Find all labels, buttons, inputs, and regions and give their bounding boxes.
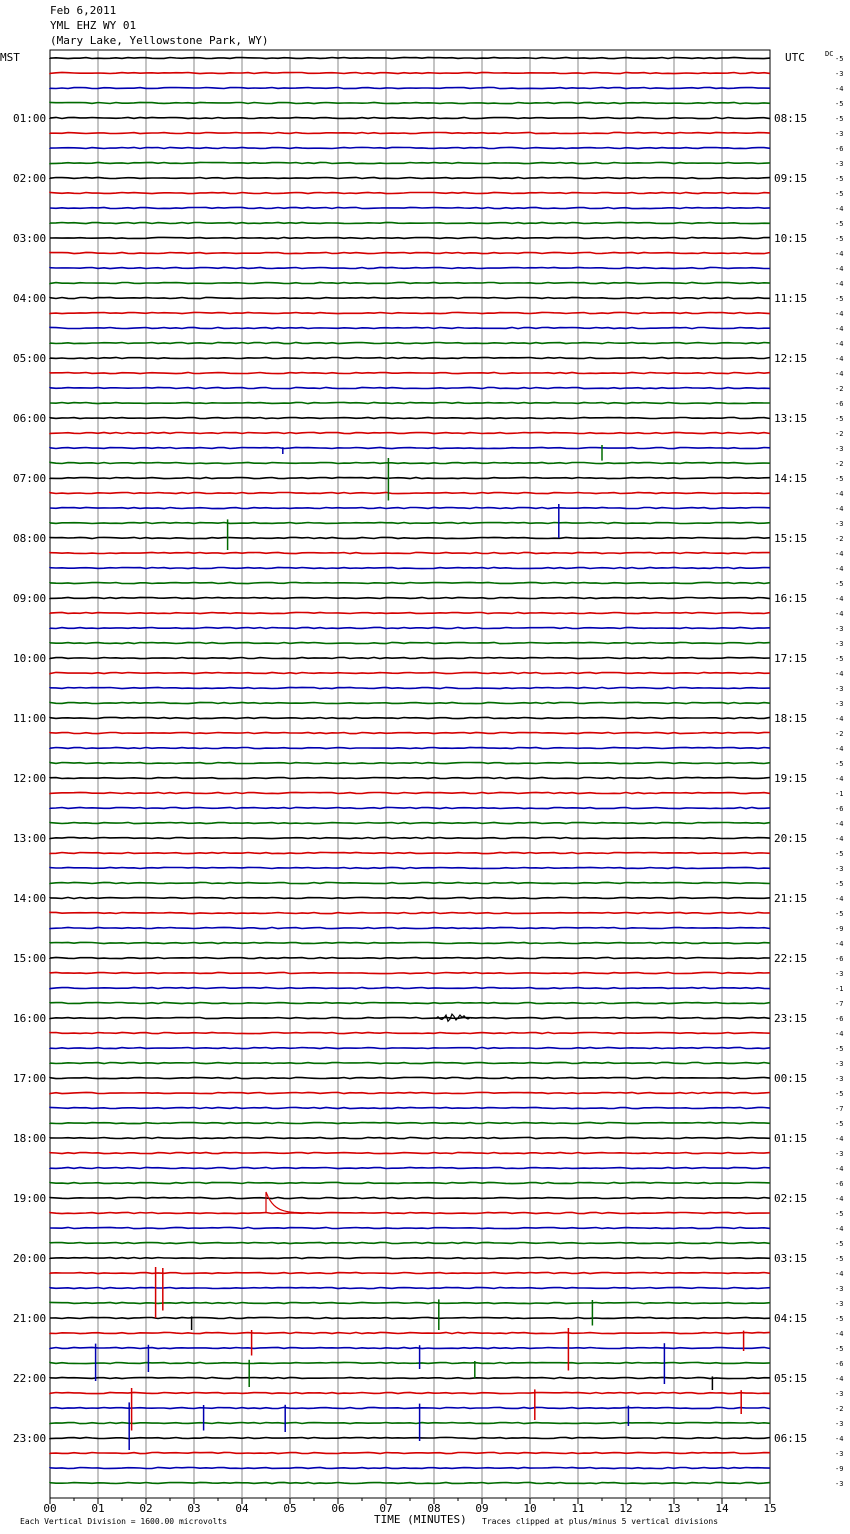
trace-row-67 <box>50 1062 770 1063</box>
trace-row-24 <box>50 417 770 418</box>
trace-row-28 <box>50 477 770 478</box>
dc-offset-value: -6 <box>835 400 844 408</box>
dc-offset-value: -4 <box>835 265 844 273</box>
x-tick-label: 01 <box>91 1502 105 1515</box>
dc-offset-value: -9 <box>835 1465 844 1473</box>
trace-row-65 <box>50 1032 770 1033</box>
trace-row-69 <box>50 1092 770 1093</box>
dc-offset-value: -4 <box>835 610 844 618</box>
utc-hour-label: 09:15 <box>774 172 808 185</box>
trace-row-18 <box>50 327 770 328</box>
trace-row-37 <box>50 612 770 613</box>
x-tick-label: 12 <box>619 1502 633 1515</box>
trace-row-55 <box>50 882 770 883</box>
dc-offset-value: -4 <box>835 565 844 573</box>
mst-hour-label: 16:00 <box>13 1012 47 1025</box>
dc-offset-value: -4 <box>835 715 844 723</box>
dc-offset-value: -3 <box>835 865 844 873</box>
dc-offset-value: -3 <box>835 1285 844 1293</box>
trace-row-75 <box>50 1182 770 1183</box>
dc-offset-value: -5 <box>835 760 844 768</box>
dc-offset-value: -5 <box>835 1120 844 1128</box>
mst-hour-label: 22:00 <box>13 1372 47 1385</box>
dc-offset-value: -4 <box>835 370 844 378</box>
utc-hour-label: 04:15 <box>774 1312 808 1325</box>
event-decay <box>266 1192 306 1213</box>
dc-offset-value: -3 <box>835 1450 844 1458</box>
trace-row-87 <box>50 1362 770 1363</box>
mst-hour-label: 06:00 <box>13 412 47 425</box>
dc-offset-value: -1 <box>835 985 844 993</box>
dc-offset-value: -2 <box>835 1405 844 1413</box>
mst-hour-label: 08:00 <box>13 532 47 545</box>
utc-hour-label: 18:15 <box>774 712 808 725</box>
trace-row-5 <box>50 132 770 133</box>
trace-row-50 <box>50 807 770 808</box>
mst-hour-label: 13:00 <box>13 832 47 845</box>
utc-hour-label: 21:15 <box>774 892 808 905</box>
trace-row-52 <box>50 837 770 838</box>
trace-row-14 <box>50 267 770 268</box>
dc-offset-value: -4 <box>835 340 844 348</box>
trace-row-26 <box>50 447 770 448</box>
dc-offset-value: -5 <box>835 1315 844 1323</box>
trace-row-66 <box>50 1047 770 1048</box>
dc-label: DC <box>825 50 834 58</box>
x-axis-label: TIME (MINUTES) <box>374 1513 467 1526</box>
dc-offset-value: -3 <box>835 1390 844 1398</box>
dc-offset-value: -9 <box>835 925 844 933</box>
trace-row-73 <box>50 1152 770 1153</box>
dc-offset-value: -6 <box>835 145 844 153</box>
trace-row-94 <box>50 1467 770 1468</box>
dc-offset-value: -4 <box>835 820 844 828</box>
utc-hour-label: 23:15 <box>774 1012 808 1025</box>
trace-row-58 <box>50 927 770 928</box>
dc-offset-value: -4 <box>835 310 844 318</box>
trace-row-59 <box>50 942 770 943</box>
dc-offset-value: -4 <box>835 1270 844 1278</box>
x-tick-label: 05 <box>283 1502 297 1515</box>
dc-offset-value: -5 <box>835 1255 844 1263</box>
mst-axis-label: MST <box>0 51 20 64</box>
dc-offset-value: -3 <box>835 70 844 78</box>
trace-row-43 <box>50 702 770 703</box>
x-tick-label: 09 <box>475 1502 489 1515</box>
mst-hour-label: 18:00 <box>13 1132 47 1145</box>
trace-row-31 <box>50 522 770 523</box>
trace-row-44 <box>50 717 770 718</box>
dc-offset-value: -5 <box>835 910 844 918</box>
dc-offset-value: -4 <box>835 1195 844 1203</box>
dc-offset-value: -4 <box>835 490 844 498</box>
dc-offset-value: -3 <box>835 1060 844 1068</box>
trace-row-17 <box>50 312 770 313</box>
mst-hour-label: 23:00 <box>13 1432 47 1445</box>
dc-offset-value: -3 <box>835 640 844 648</box>
trace-row-11 <box>50 222 770 223</box>
x-tick-label: 15 <box>763 1502 777 1515</box>
dc-offset-value: -5 <box>835 1240 844 1248</box>
trace-row-68 <box>50 1077 770 1078</box>
dc-offset-value: -5 <box>835 1045 844 1053</box>
trace-row-88 <box>50 1377 770 1378</box>
mst-hour-label: 05:00 <box>13 352 47 365</box>
mst-hour-label: 03:00 <box>13 232 47 245</box>
utc-hour-label: 03:15 <box>774 1252 808 1265</box>
trace-row-71 <box>50 1122 770 1123</box>
dc-offset-value: -3 <box>835 1075 844 1083</box>
dc-offset-value: -7 <box>835 1000 844 1008</box>
dc-offset-value: -4 <box>835 775 844 783</box>
dc-offset-value: -3 <box>835 1480 844 1488</box>
utc-hour-label: 06:15 <box>774 1432 808 1445</box>
trace-row-82 <box>50 1287 770 1288</box>
utc-hour-label: 20:15 <box>774 832 808 845</box>
trace-row-16 <box>50 297 770 298</box>
trace-row-27 <box>50 462 770 463</box>
trace-row-84 <box>50 1317 770 1318</box>
header-location: (Mary Lake, Yellowstone Park, WY) <box>50 34 269 47</box>
trace-row-30 <box>50 507 770 508</box>
utc-hour-label: 15:15 <box>774 532 808 545</box>
utc-axis-label: UTC <box>785 51 805 64</box>
dc-offset-value: -3 <box>835 625 844 633</box>
mst-hour-label: 19:00 <box>13 1192 47 1205</box>
dc-offset-value: -3 <box>835 700 844 708</box>
trace-row-63 <box>50 1002 770 1003</box>
utc-hour-label: 19:15 <box>774 772 808 785</box>
dc-offset-value: -1 <box>835 790 844 798</box>
trace-row-54 <box>50 867 770 868</box>
trace-row-1 <box>50 72 770 73</box>
trace-row-35 <box>50 582 770 583</box>
dc-offset-value: -5 <box>835 100 844 108</box>
dc-offset-value: -3 <box>835 1150 844 1158</box>
trace-row-77 <box>50 1212 770 1213</box>
mst-hour-label: 15:00 <box>13 952 47 965</box>
dc-offset-value: -4 <box>835 85 844 93</box>
x-tick-label: 06 <box>331 1502 345 1515</box>
x-tick-label: 07 <box>379 1502 393 1515</box>
utc-hour-label: 05:15 <box>774 1372 808 1385</box>
dc-offset-value: -5 <box>835 1210 844 1218</box>
dc-offset-value: -3 <box>835 160 844 168</box>
dc-offset-value: -5 <box>835 115 844 123</box>
trace-row-72 <box>50 1137 770 1138</box>
trace-row-61 <box>50 972 770 973</box>
trace-row-29 <box>50 492 770 493</box>
utc-hour-label: 22:15 <box>774 952 808 965</box>
dc-offset-value: -6 <box>835 1360 844 1368</box>
trace-row-13 <box>50 252 770 253</box>
utc-hour-label: 17:15 <box>774 652 808 665</box>
utc-hour-label: 08:15 <box>774 112 808 125</box>
dc-offset-value: -4 <box>835 355 844 363</box>
dc-offset-value: -2 <box>835 385 844 393</box>
dc-offset-value: -6 <box>835 1180 844 1188</box>
trace-row-36 <box>50 597 770 598</box>
trace-row-83 <box>50 1302 770 1303</box>
trace-row-80 <box>50 1257 770 1258</box>
dc-offset-value: -4 <box>835 325 844 333</box>
dc-offset-value: -4 <box>835 835 844 843</box>
dc-offset-value: -4 <box>835 280 844 288</box>
trace-row-4 <box>50 117 770 118</box>
utc-hour-label: 11:15 <box>774 292 808 305</box>
mst-hour-label: 11:00 <box>13 712 47 725</box>
trace-row-8 <box>50 177 770 178</box>
utc-hour-label: 13:15 <box>774 412 808 425</box>
dc-offset-value: -2 <box>835 730 844 738</box>
trace-row-90 <box>50 1407 770 1408</box>
trace-row-0 <box>50 57 770 58</box>
dc-offset-value: -4 <box>835 1435 844 1443</box>
utc-hour-label: 16:15 <box>774 592 808 605</box>
trace-row-12 <box>50 237 770 238</box>
mst-hour-label: 04:00 <box>13 292 47 305</box>
dc-offset-value: -4 <box>835 895 844 903</box>
trace-row-57 <box>50 912 770 913</box>
trace-row-39 <box>50 642 770 643</box>
trace-row-49 <box>50 792 770 793</box>
mst-hour-label: 20:00 <box>13 1252 47 1265</box>
dc-offset-value: -5 <box>835 295 844 303</box>
dc-offset-value: -3 <box>835 685 844 693</box>
dc-offset-value: -5 <box>835 55 844 63</box>
dc-offset-value: -5 <box>835 175 844 183</box>
dc-offset-value: -6 <box>835 1015 844 1023</box>
utc-hour-label: 02:15 <box>774 1192 808 1205</box>
utc-hour-label: 01:15 <box>774 1132 808 1145</box>
trace-row-60 <box>50 957 770 958</box>
trace-row-3 <box>50 102 770 103</box>
trace-row-51 <box>50 822 770 823</box>
dc-offset-value: -4 <box>835 1375 844 1383</box>
trace-row-85 <box>50 1332 770 1333</box>
x-tick-label: 00 <box>43 1502 57 1515</box>
utc-hour-label: 10:15 <box>774 232 808 245</box>
dc-offset-value: -4 <box>835 1225 844 1233</box>
trace-row-22 <box>50 387 770 388</box>
trace-row-41 <box>50 672 770 673</box>
trace-row-21 <box>50 372 770 373</box>
header-station: YML EHZ WY 01 <box>50 19 137 32</box>
trace-row-70 <box>50 1107 770 1108</box>
trace-row-46 <box>50 747 770 748</box>
trace-row-76 <box>50 1197 770 1198</box>
dc-offset-value: -4 <box>835 550 844 558</box>
trace-row-42 <box>50 687 770 688</box>
dc-offset-value: -5 <box>835 235 844 243</box>
dc-offset-value: -4 <box>835 1165 844 1173</box>
mst-hour-label: 01:00 <box>13 112 47 125</box>
trace-row-48 <box>50 777 770 778</box>
dc-offset-value: -6 <box>835 805 844 813</box>
utc-hour-label: 12:15 <box>774 352 808 365</box>
mst-hour-label: 10:00 <box>13 652 47 665</box>
trace-row-40 <box>50 657 770 658</box>
dc-offset-value: -5 <box>835 850 844 858</box>
dc-offset-value: -3 <box>835 130 844 138</box>
trace-row-47 <box>50 762 770 763</box>
dc-offset-value: -5 <box>835 220 844 228</box>
trace-row-74 <box>50 1167 770 1168</box>
utc-hour-label: 00:15 <box>774 1072 808 1085</box>
x-tick-label: 04 <box>235 1502 249 1515</box>
x-tick-label: 13 <box>667 1502 681 1515</box>
dc-offset-value: -4 <box>835 205 844 213</box>
dc-offset-value: -5 <box>835 880 844 888</box>
dc-offset-value: -2 <box>835 460 844 468</box>
dc-offset-value: -6 <box>835 955 844 963</box>
trace-row-9 <box>50 192 770 193</box>
dc-offset-value: -4 <box>835 1330 844 1338</box>
trace-row-86 <box>50 1347 770 1348</box>
footer-scale-note: Each Vertical Division = 1600.00 microvolts <box>20 1517 228 1526</box>
dc-offset-value: -3 <box>835 970 844 978</box>
dc-offset-value: -2 <box>835 430 844 438</box>
x-tick-label: 08 <box>427 1502 441 1515</box>
dc-offset-value: -7 <box>835 1105 844 1113</box>
mst-hour-label: 12:00 <box>13 772 47 785</box>
trace-row-92 <box>50 1437 770 1438</box>
trace-row-34 <box>50 567 770 568</box>
trace-row-6 <box>50 147 770 148</box>
mst-hour-label: 07:00 <box>13 472 47 485</box>
trace-row-33 <box>50 552 770 553</box>
dc-offset-value: -5 <box>835 1090 844 1098</box>
x-tick-label: 02 <box>139 1502 153 1515</box>
trace-row-81 <box>50 1272 770 1273</box>
dc-offset-value: -4 <box>835 1135 844 1143</box>
dc-offset-value: -4 <box>835 505 844 513</box>
dc-offset-value: -2 <box>835 535 844 543</box>
trace-row-53 <box>50 852 770 853</box>
trace-row-32 <box>50 537 770 538</box>
dc-offset-value: -5 <box>835 655 844 663</box>
header-date: Feb 6,2011 <box>50 4 117 17</box>
dc-offset-value: -3 <box>835 445 844 453</box>
dc-offset-value: -4 <box>835 250 844 258</box>
trace-row-25 <box>50 432 770 433</box>
x-tick-label: 10 <box>523 1502 537 1515</box>
mst-hour-label: 09:00 <box>13 592 47 605</box>
trace-row-20 <box>50 357 770 358</box>
trace-row-79 <box>50 1242 770 1243</box>
trace-row-93 <box>50 1452 770 1453</box>
trace-row-38 <box>50 627 770 628</box>
trace-row-56 <box>50 897 770 898</box>
trace-row-89 <box>50 1392 770 1393</box>
x-tick-label: 14 <box>715 1502 729 1515</box>
mst-hour-label: 02:00 <box>13 172 47 185</box>
x-tick-label: 03 <box>187 1502 201 1515</box>
dc-offset-value: -5 <box>835 1345 844 1353</box>
trace-row-2 <box>50 87 770 88</box>
dc-offset-value: -4 <box>835 595 844 603</box>
trace-row-62 <box>50 987 770 988</box>
x-tick-label: 11 <box>571 1502 585 1515</box>
dc-offset-value: -3 <box>835 1300 844 1308</box>
trace-row-23 <box>50 402 770 403</box>
trace-row-15 <box>50 282 770 283</box>
dc-offset-value: -5 <box>835 190 844 198</box>
footer-clip-note: Traces clipped at plus/minus 5 vertical divisions <box>482 1517 719 1526</box>
utc-hour-label: 14:15 <box>774 472 808 485</box>
dc-offset-value: -5 <box>835 580 844 588</box>
trace-row-95 <box>50 1482 770 1483</box>
mst-hour-label: 21:00 <box>13 1312 47 1325</box>
dc-offset-value: -3 <box>835 520 844 528</box>
trace-row-45 <box>50 732 770 733</box>
dc-offset-value: -4 <box>835 670 844 678</box>
dc-offset-value: -4 <box>835 1030 844 1038</box>
trace-row-19 <box>50 342 770 343</box>
trace-row-78 <box>50 1227 770 1228</box>
trace-row-64 <box>50 1017 770 1018</box>
dc-offset-value: -4 <box>835 745 844 753</box>
dc-offset-value: -5 <box>835 475 844 483</box>
mst-hour-label: 14:00 <box>13 892 47 905</box>
dc-offset-value: -3 <box>835 1420 844 1428</box>
dc-offset-value: -5 <box>835 415 844 423</box>
trace-row-7 <box>50 162 770 163</box>
trace-row-91 <box>50 1422 770 1423</box>
mst-hour-label: 17:00 <box>13 1072 47 1085</box>
dc-offset-value: -4 <box>835 940 844 948</box>
trace-row-10 <box>50 207 770 208</box>
